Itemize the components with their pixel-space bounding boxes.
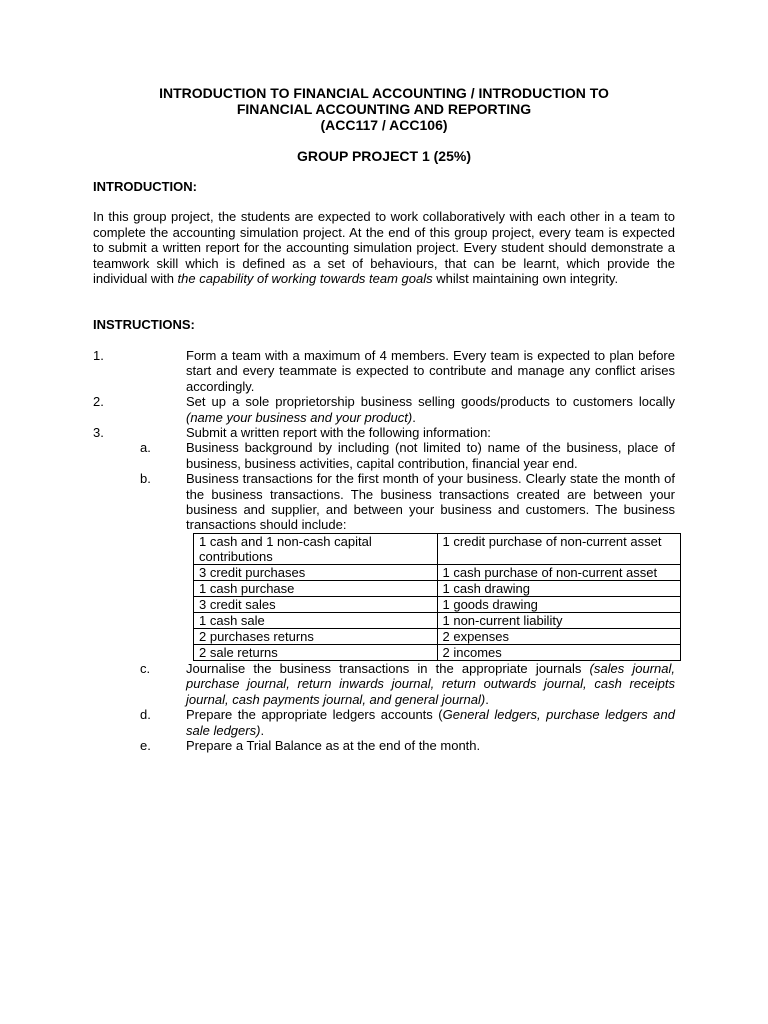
project-subtitle: GROUP PROJECT 1 (25%) [296, 148, 471, 164]
table-cell: 2 sale returns [194, 644, 438, 660]
table-row [194, 564, 681, 580]
table-cell: 3 credit purchases [194, 564, 438, 580]
table-row [194, 580, 681, 596]
intro-text-before: In this group project, the students are expected to work collaboratively with each other in a team to complete the accounting simulation project. At the end of this group project, every team is expected to submit a written report for the accounting simulation project. Every student should demonstrate a teamwork skill which is defined as a set of behaviours, that can be learnt, which provide the individual with [93, 209, 675, 287]
sub-item [93, 707, 675, 738]
sub-item-letter: e. [140, 737, 151, 753]
table-cell: 2 expenses [437, 628, 681, 644]
table-cell: 1 cash drawing [437, 580, 681, 596]
item-text-italic: (name your business and your product) [186, 409, 413, 425]
table-cell: 1 cash purchase [194, 580, 438, 596]
sub-item [93, 661, 675, 707]
sub-item-text: Journalise the business transactions in the appropriate journals [186, 660, 590, 676]
table-row [194, 644, 681, 660]
sub-item-text-italic: (sales journal, purchase journal, return inwards journal, return outwards journal, cash receipts journal, cash payments journal, and general journal) [186, 660, 675, 707]
introduction-heading: INTRODUCTION: [93, 179, 197, 194]
table-cell: 1 cash sale [194, 612, 438, 628]
table-cell: 2 purchases returns [194, 628, 438, 644]
table-cell: 1 credit purchase of non-current asset [437, 533, 681, 564]
item-text: Submit a written report with the following information: [186, 425, 491, 441]
table-row [194, 596, 681, 612]
instructions-heading: INSTRUCTIONS: [93, 317, 195, 332]
item-text: Set up a sole proprietorship business selling goods/products to customers locally [186, 394, 675, 410]
title-line-1: INTRODUCTION TO FINANCIAL ACCOUNTING / INTRODUCTION TO [159, 85, 609, 101]
table-row [194, 628, 681, 644]
item-number: 1. [93, 348, 104, 363]
instructions-list [93, 348, 675, 753]
table-cell: 1 non-current liability [437, 612, 681, 628]
instruction-item [93, 394, 675, 425]
intro-text-italic: the capability of working towards team goals [177, 271, 433, 287]
table-row [194, 612, 681, 628]
instruction-item [93, 348, 675, 394]
sub-item [93, 738, 675, 753]
sub-item-letter: c. [140, 660, 151, 676]
sub-item-text: Prepare a Trial Balance as at the end of the month. [186, 737, 481, 753]
table-cell: 2 incomes [437, 644, 681, 660]
sub-item-text: Business transactions for the first month of your business. Clearly state the month of the business transactions. The business transactions created are between your business and supplier, and between your business and customers. The business transactions should include: [186, 471, 675, 533]
sub-item-letter: d. [140, 707, 151, 723]
sub-item-letter: a. [140, 440, 151, 456]
sub-item-text-after: . [260, 722, 265, 738]
item-number: 3. [93, 425, 104, 441]
sub-item [93, 471, 675, 533]
document-title [93, 85, 675, 133]
table-row [194, 533, 681, 564]
item-text: Form a team with a maximum of 4 members. Every team is expected to plan before start and every teammate is expected to contribute and manage any conflict arises accordingly. [186, 348, 675, 394]
instruction-item [93, 425, 675, 440]
introduction-paragraph [93, 209, 675, 287]
sub-item-text: Prepare the appropriate ledgers accounts ( [186, 707, 443, 723]
sub-item-text: Business background by including (not limited to) name of the business, place of business, business activities, capital contribution, financial year end. [186, 440, 675, 471]
table-cell: 1 cash purchase of non-current asset [437, 564, 681, 580]
title-line-2: FINANCIAL ACCOUNTING AND REPORTING [236, 101, 532, 117]
sub-item [93, 440, 675, 471]
intro-text-after: whilst maintaining own integrity. [432, 271, 619, 287]
sub-item-letter: b. [140, 471, 151, 487]
item-text-after: . [412, 409, 416, 425]
table-cell: 1 goods drawing [437, 596, 681, 612]
transactions-table [193, 533, 681, 661]
sub-item-text-after: . [485, 691, 489, 707]
item-number: 2. [93, 394, 104, 410]
table-cell: 1 cash and 1 non-cash capital contributions [194, 533, 438, 564]
title-line-3: (ACC117 / ACC106) [320, 117, 448, 133]
sub-item-text-italic: General ledgers, purchase ledgers and sale ledgers) [186, 707, 675, 738]
table-cell: 3 credit sales [194, 596, 438, 612]
